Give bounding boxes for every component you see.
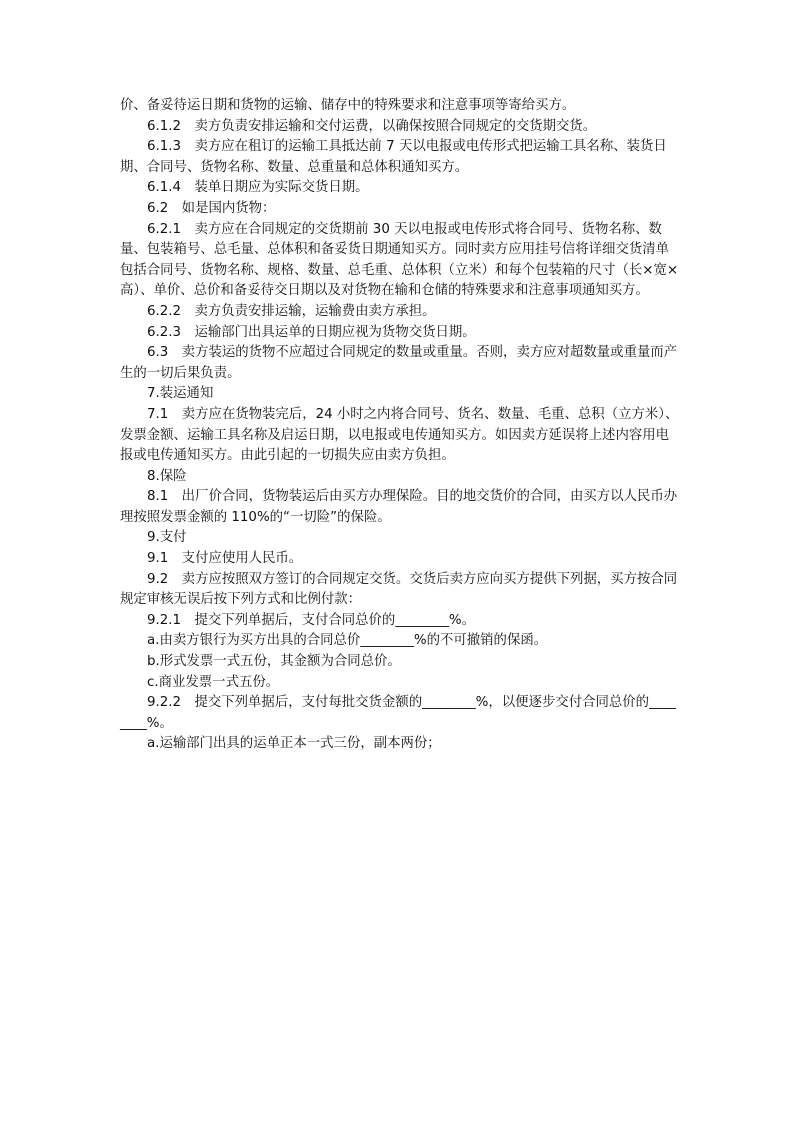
paragraph-6-1-4: 6.1.4 装单日期应为实际交货日期。 xyxy=(147,180,369,196)
paragraph-9-2: 9.2 卖方应按照双方签订的合同规定交货。交货后卖方应向买方提供下列据，买方按合同规定审核无误后按下列方式和比例付款： xyxy=(120,571,678,608)
paragraph-6-2-2: 6.2.2 卖方负责安排运输，运输费由卖方承担。 xyxy=(147,303,436,319)
paragraph-6-2-3: 6.2.3 运输部门出具运单的日期应视为货物交货日期。 xyxy=(147,324,476,340)
document-body xyxy=(120,96,680,755)
paragraph-8-1: 8.1 出厂价合同，货物装运后由买方办理保险。目的地交货价的合同，由买方以人民币办理按照发票金额的 110%的“一切险”的保险。 xyxy=(120,489,678,525)
paragraph-7-1: 7.1 卖方应在货物装完后，24 小时之内将合同号、货名、数量、毛重、总积（立方米）、发票金额、运输工具名称及启运日期，以电报或电传通知买方。如因卖方延误将上述内容用电报或电传通知买方。由此引起的一切损失应由卖方负担。 xyxy=(120,406,679,464)
section-heading-9: 9.支付 xyxy=(147,530,187,546)
paragraph-6-1-3: 6.1.3 卖方应在租订的运输工具抵达前 7 天以电报或电传形式把运输工具名称、装货日期、合同号、货物名称、数量、总重量和总体积通知买方。 xyxy=(120,139,667,175)
paragraph-6-3: 6.3 卖方装运的货物不应超过合同规定的数量或重量。否则，卖方应对超数量或重量而产生的一切后果负责。 xyxy=(120,345,678,381)
paragraph-9-1: 9.1 支付应使用人民币。 xyxy=(147,551,303,567)
paragraph-6-1-2: 6.1.2 卖方负责安排运输和交付运费，以确保按照合同规定的交货期交货。 xyxy=(147,118,597,134)
section-heading-8: 8.保险 xyxy=(147,468,187,484)
list-item-c: c.商业发票一式五份。 xyxy=(147,674,280,690)
paragraph-continuation: 价、备妥待运日期和货物的运输、储存中的特殊要求和注意事项等寄给买方。 xyxy=(120,98,576,113)
list-item-a: a.由卖方银行为买方出具的合同总价________%的不可撤销的保函。 xyxy=(147,633,548,649)
paragraph-9-2-1: 9.2.1 提交下列单据后，支付合同总价的________%。 xyxy=(147,612,475,628)
list-item-a-2: a.运输部门出具的运单正本一式三份，副本两份； xyxy=(147,736,441,752)
list-item-b: b.形式发票一式五份，其金额为合同总价。 xyxy=(147,654,401,670)
paragraph-6-2: 6.2 如是国内货物： xyxy=(147,200,276,216)
paragraph-6-2-1: 6.2.1 卖方应在合同规定的交货期前 30 天以电报或电传形式将合同号、货物名称、数量、包装箱号、总毛量、总体积和备妥货日期通知买方。同时卖方应用挂号信将详细交货清单包括合同号、货物名称、规格、数量、总毛重、总体积（立米）和每个包装箱的尺寸（长×宽×高）、单价、总价和备妥待交日期以及对货物在输和仓储的特殊要求和注意事项通知买方。 xyxy=(120,221,679,299)
paragraph-9-2-2: 9.2.2 提交下列单据后，支付每批交货金额的________%，以便逐步交付合同总价的________%。 xyxy=(120,695,676,731)
section-heading-7: 7.装运通知 xyxy=(147,386,214,402)
